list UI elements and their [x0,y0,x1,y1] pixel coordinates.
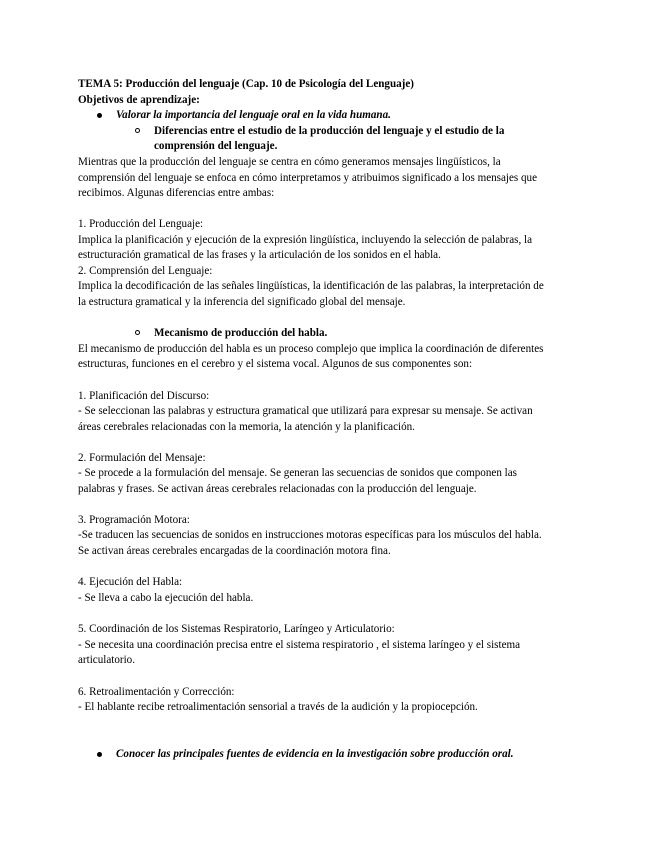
step-body: áreas cerebrales relacionadas con la memoria, la atención y la planificación. [78,421,415,433]
comprehension-body: la estructura gramatical y la inferencia del significado global del mensaje. [78,296,406,308]
document-title: TEMA 5: Producción del lenguaje (Cap. 10 de Psicología del Lenguaje) [78,78,414,90]
step-body: Se activan áreas cerebrales encargadas de la coordinación motora fina. [78,545,391,557]
objectives-heading: Objetivos de aprendizaje: [78,94,200,106]
step-body: -Se traducen las secuencias de sonidos en instrucciones motoras específicas para los músculos del habla. [78,529,542,541]
step-body: - Se lleva a cabo la ejecución del habla. [78,592,254,604]
objective-2: Conocer las principales fuentes de evidencia en la investigación sobre producción oral. [116,748,514,760]
step-title: 1. Planificación del Discurso: [78,390,210,402]
step-body: - El hablante recibe retroalimentación sensorial a través de la audición y la propiocepción. [78,701,478,713]
step-body: - Se necesita una coordinación precisa entre el sistema respiratorio , el sistema laríngeo y el sistema [78,639,521,651]
bullet-icon [97,752,102,757]
intro-line: recibimos. Algunas diferencias entre ambas: [78,187,275,199]
step-title: 4. Ejecución del Habla: [78,576,183,588]
objective-1: Valorar la importancia del lenguaje oral en la vida humana. [116,109,391,121]
bullet-icon [97,113,102,118]
intro-line: comprensión del lenguaje se enfoca en cómo interpretamos y atribuimos significado a los mensajes que [78,172,538,184]
intro-line: Mientras que la producción del lenguaje se centra en cómo generamos mensajes lingüísticos, la [78,156,501,168]
circle-bullet-icon [135,330,140,335]
subheading-mechanism: Mecanismo de producción del habla. [154,327,328,339]
production-title: 1. Producción del Lenguaje: [78,218,204,230]
circle-bullet-icon [135,128,140,133]
comprehension-title: 2. Comprensión del Lenguaje: [78,265,213,277]
step-title: 5. Coordinación de los Sistemas Respiratorio, Laríngeo y Articulatorio: [78,623,395,635]
mechanism-intro: El mecanismo de producción del habla es un proceso complejo que implica la coordinación de diferentes [78,343,544,355]
step-title: 2. Formulación del Mensaje: [78,452,206,464]
mechanism-intro: estructuras, funciones en el cerebro y el sistema vocal. Algunos de sus componentes son: [78,358,473,370]
subheading-differences-line1: Diferencias entre el estudio de la producción del lenguaje y el estudio de la [154,125,505,137]
subheading-differences-line2: comprensión del lenguaje. [154,140,278,152]
comprehension-body: Implica la decodificación de las señales lingüísticas, la identificación de las palabras, la interpretación de [78,280,544,292]
step-body: - Se seleccionan las palabras y estructura gramatical que utilizará para expresar su mensaje. Se activan [78,405,533,417]
step-body: - Se procede a la formulación del mensaje. Se generan las secuencias de sonidos que componen las [78,467,517,479]
step-title: 3. Programación Motora: [78,514,190,526]
step-body: palabras y frases. Se activan áreas cerebrales relacionadas con la producción del lenguaje. [78,483,477,495]
step-title: 6. Retroalimentación y Corrección: [78,686,235,698]
step-body: articulatorio. [78,654,135,666]
production-body: Implica la planificación y ejecución de la expresión lingüística, incluyendo la selección de palabras, la [78,234,533,246]
production-body: estructuración gramatical de las frases y la articulación de los sonidos en el habla. [78,249,441,261]
